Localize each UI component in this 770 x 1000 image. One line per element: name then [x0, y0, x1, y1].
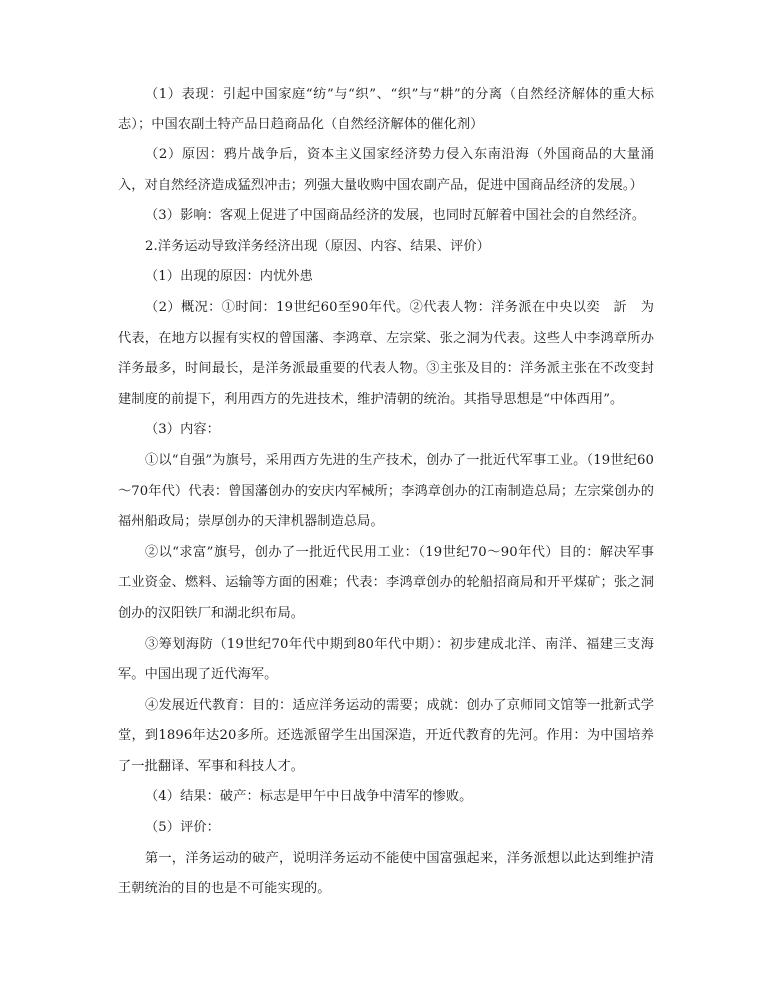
paragraph-civil-industry: ②以“求富”旗号，创办了一批近代民用工业：（19世纪70～90年代）目的：解决军事工业资金、燃料、运输等方面的困难；代表：李鸿章创办的轮船招商局和开平煤矿；张之洞创办的汉阳铁厂和湖北织布局。 [118, 544, 654, 621]
paragraph-content-heading: （3）内容： [145, 422, 220, 438]
paragraph-origin-reason: （1）出现的原因：内忧外患 [145, 269, 313, 285]
paragraph-military-industry: ①以“自强”为旗号，采用西方先进的生产技术，创办了一批近代军事工业。（19世纪60～70年代）代表：曾国藩创办的安庆内军械所；李鸿章创办的江南制造总局；左宗棠创办的福州船政局；崇厚创办的天津机器制造总局。 [118, 452, 654, 530]
paragraph-result: （4）结果：破产：标志是甲午中日战争中清军的惨败。 [145, 789, 473, 805]
paragraph-impact: （3）影响：客观上促进了中国商品经济的发展，也同时瓦解着中国社会的自然经济。 [145, 208, 646, 224]
section-heading-westernization: 2.洋务运动导致洋务经济出现（原因、内容、结果、评价） [145, 238, 490, 254]
paragraph-cause: （2）原因：鸦片战争后，资本主义国家经济势力侵入东南沿海（外国商品的大量涌入，对自然经济造成猛烈冲击；列强大量收购中国农副产品，促进中国商品经济的发展。） [118, 147, 654, 193]
paragraph-overview: （2）概况：①时间：19世纪60至90年代。②代表人物：洋务派在中央以奕 訢 为代表，在地方以握有实权的曾国藩、李鸿章、左宗棠、张之洞为代表。这些人中李鸿章所办洋务最多，时间最长，是洋务派最重要的代表人物。③主张及目的：洋务派主张在不改变封建制度的前提下，利用西方的先进技术，维护清朝的统治。其指导思想是“中体西用”。 [118, 299, 654, 407]
paragraph-manifestation: （1）表现：引起中国家庭“纺”与“织”、“织”与“耕”的分离（自然经济解体的重大标志）；中国农副土特产品日趋商品化（自然经济解体的催化剂） [118, 87, 654, 132]
paragraph-evaluation-first: 第一，洋务运动的破产，说明洋务运动不能使中国富强起来，洋务派想以此达到维护清王朝统治的目的也是不可能实现的。 [118, 850, 654, 897]
document-body [118, 80, 654, 905]
paragraph-education: ④发展近代教育：目的：适应洋务运动的需要；成就：创办了京师同文馆等一批新式学堂，到1896年达20多所。还选派留学生出国深造，开近代教育的先河。作用：为中国培养了一批翻译、军事和科技人才。 [118, 697, 654, 774]
paragraph-navy: ③筹划海防（19世纪70年代中期到80年代中期）：初步建成北洋、南洋、福建三支海军。中国出现了近代海军。 [118, 636, 654, 683]
paragraph-evaluation-heading: （5）评价： [145, 820, 220, 836]
